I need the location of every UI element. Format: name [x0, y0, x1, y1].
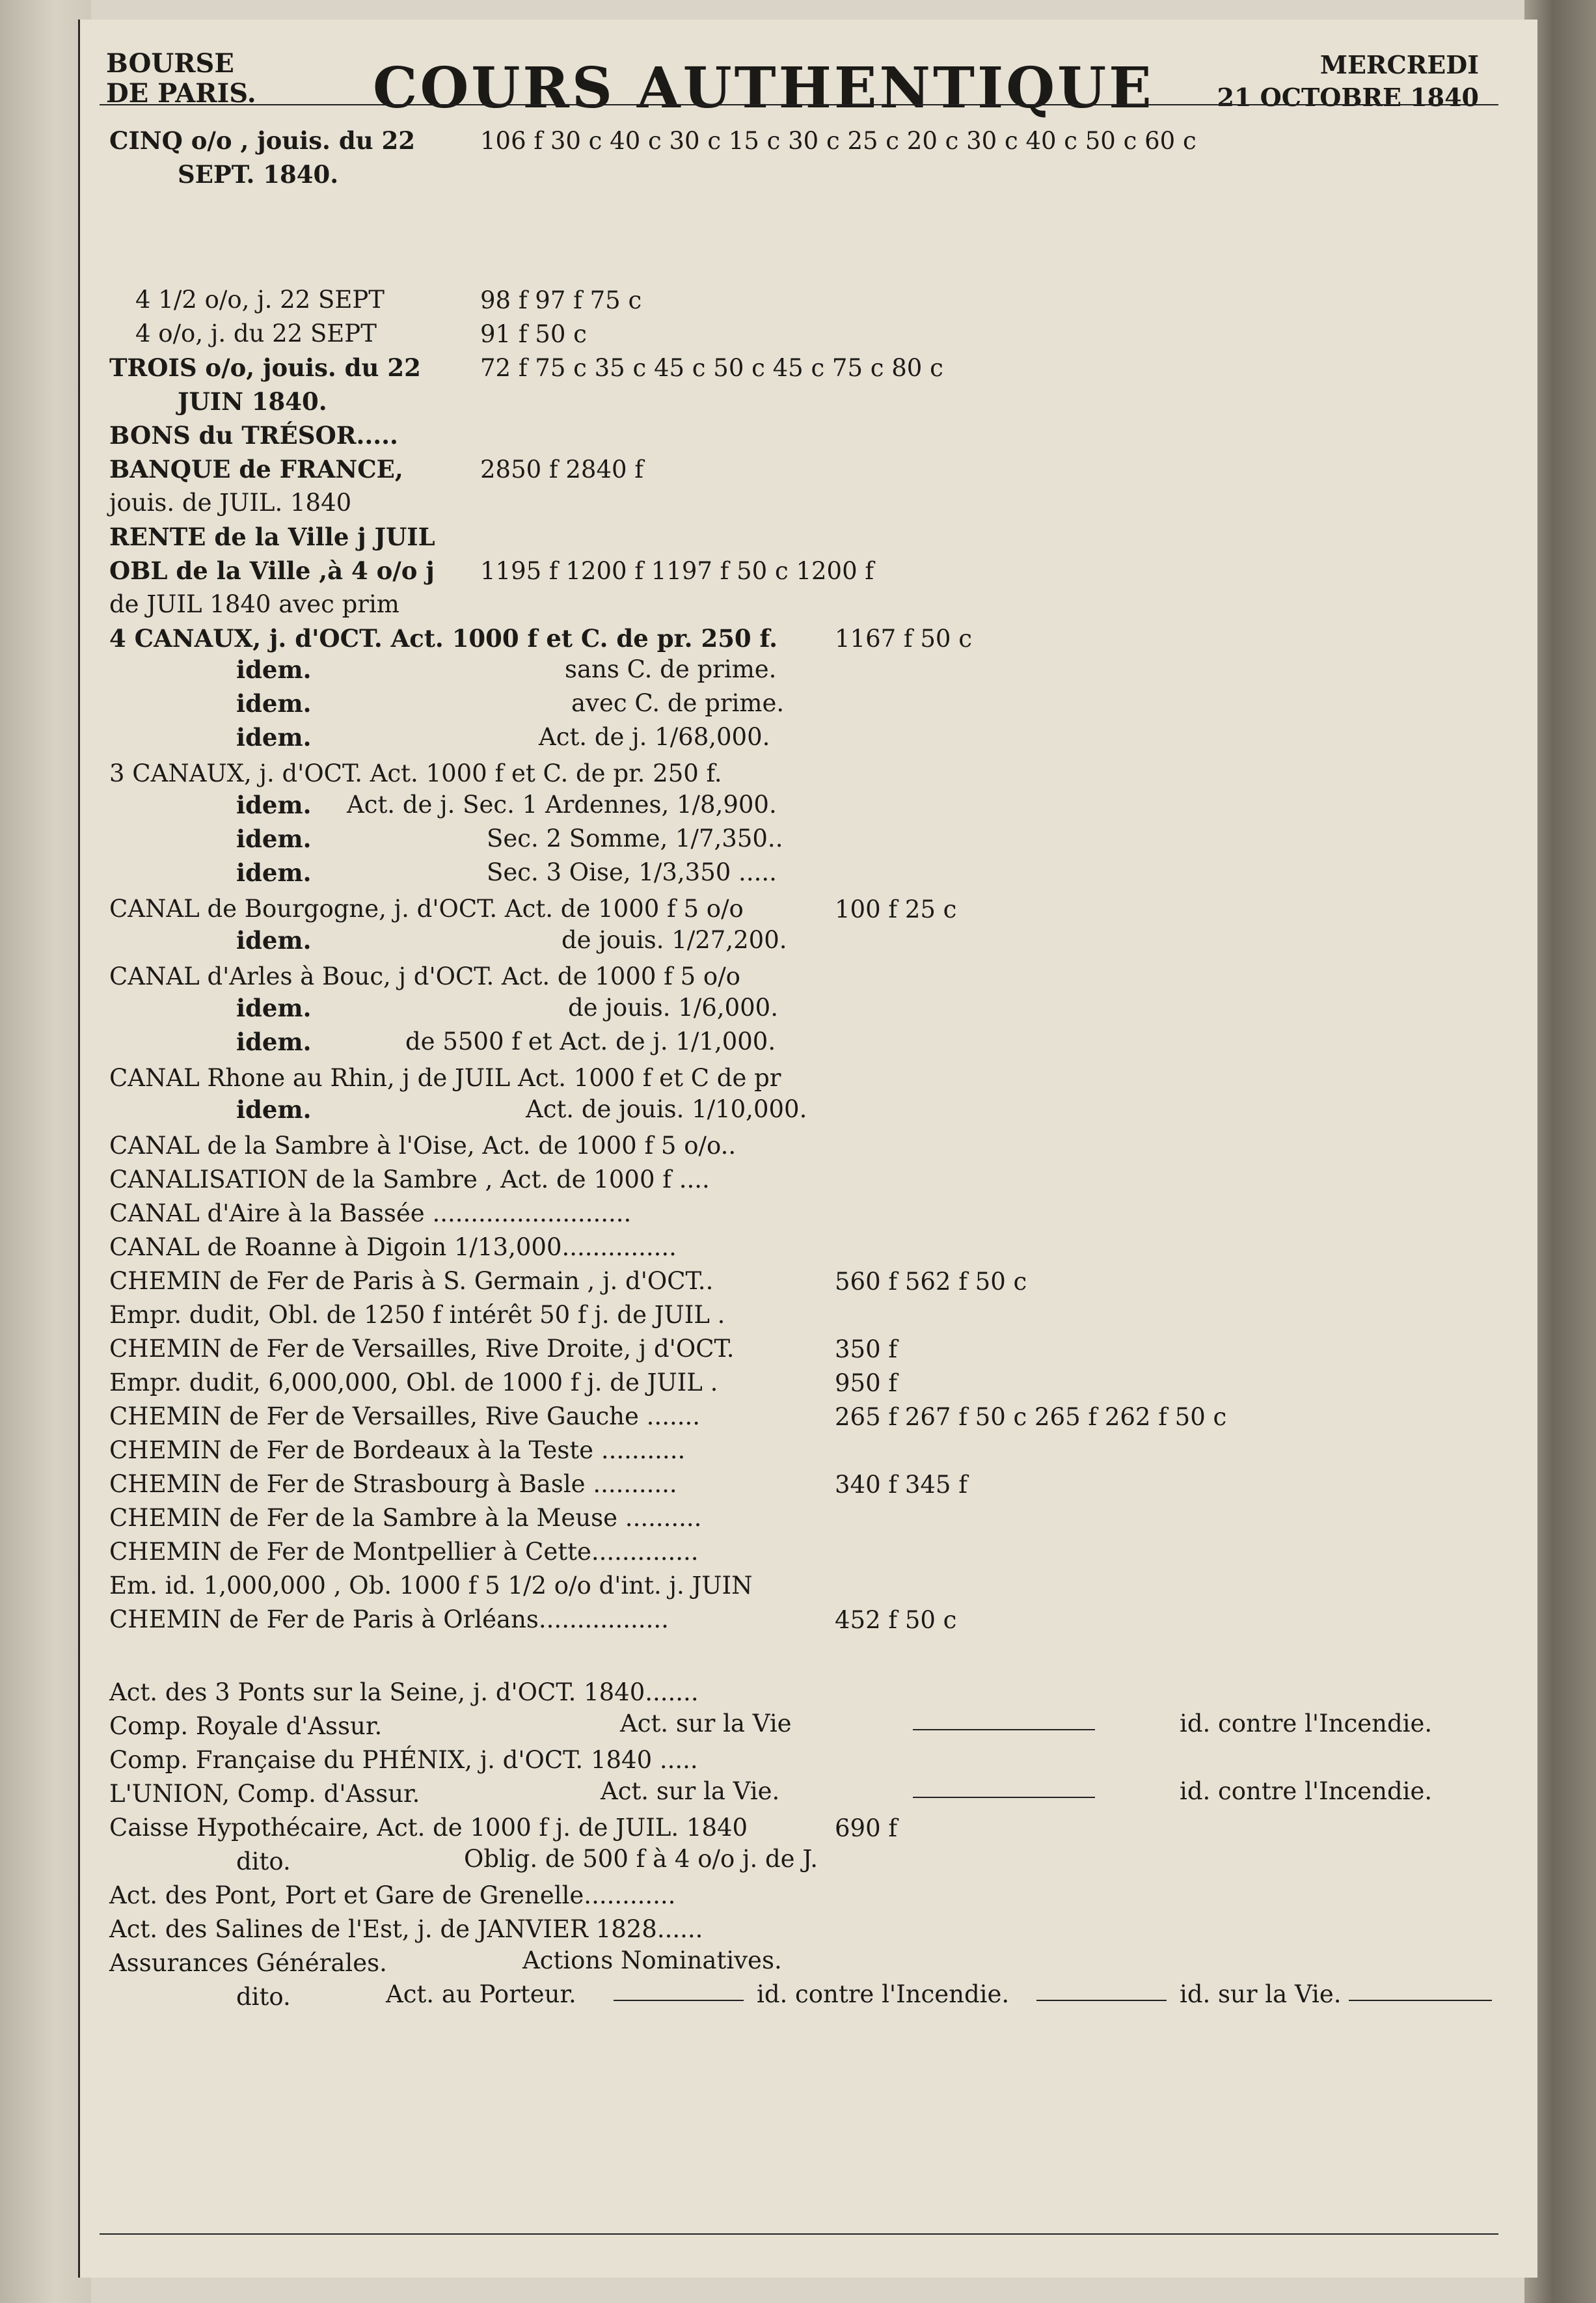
row-grenelle: Act. des Pont, Port et Gare de Grenelle............ — [109, 1881, 676, 1909]
row-chemin-versailles-rg: CHEMIN de Fer de Versailles, Rive Gauche ....... — [109, 1402, 700, 1430]
row-4-1-2: 4 1/2 o/o, j. 22 SEPT — [135, 286, 385, 314]
row-emprunt-2: Empr. dudit, 6,000,000, Obl. de 1000 f j. de JUIL . — [109, 1369, 718, 1397]
row-comp-royale: Comp. Royale d'Assur. — [109, 1712, 383, 1740]
row-canal-bourgogne-values: 100 f 25 c — [835, 895, 957, 923]
row-canal-roanne: CANAL de Roanne à Digoin 1/13,000............... — [109, 1233, 677, 1261]
row-ponts: Act. des 3 Ponts sur la Seine, j. d'OCT. 1840....... — [109, 1678, 699, 1706]
row-3-canaux-idem1: Act. de j. Sec. 1 Ardennes, 1/8,900. — [347, 791, 777, 819]
row-dito-1: dito. — [236, 1847, 291, 1875]
idem-label: idem. — [236, 1028, 312, 1056]
row-bons: BONS du TRÉSOR..... — [109, 421, 398, 450]
row-caisse: Caisse Hypothécaire, Act. de 1000 f j. de JUIL. 1840 — [109, 1814, 748, 1842]
row-4-1-2-values: 98 f 97 f 75 c — [480, 286, 642, 314]
blank-rule — [913, 1797, 1095, 1798]
blank-rule — [913, 1729, 1095, 1730]
row-canal-bourgogne-idem: de jouis. 1/27,200. — [561, 926, 787, 954]
row-3-canaux-idem2: Sec. 2 Somme, 1/7,350.. — [487, 824, 783, 852]
row-dito-1-right: Oblig. de 500 f à 4 o/o j. de J. — [464, 1845, 818, 1873]
row-cinq-a: CINQ o/o , jouis. du 22 — [109, 126, 415, 155]
idem-label: idem. — [236, 655, 312, 684]
masthead-date-text: 21 OCTOBRE 1840 — [1217, 83, 1479, 112]
row-union-right: id. contre l'Incendie. — [1180, 1777, 1433, 1805]
row-chemin-sambre-meuse: CHEMIN de Fer de la Sambre à la Meuse .......... — [109, 1504, 702, 1532]
row-cinq-values: 106 f 30 c 40 c 30 c 15 c 30 c 25 c 20 c 30 c 40 c 50 c 60 c — [480, 127, 1197, 155]
idem-label: idem. — [236, 723, 312, 752]
row-chemin-st-germain: CHEMIN de Fer de Paris à S. Germain , j. d'OCT.. — [109, 1267, 714, 1295]
row-comp-royale-right: id. contre l'Incendie. — [1180, 1710, 1433, 1737]
row-chemin-versailles-rd-values: 350 f — [835, 1335, 898, 1363]
row-phenix: Comp. Française du PHÉNIX, j. d'OCT. 1840 ..... — [109, 1746, 698, 1774]
row-banque-values: 2850 f 2840 f — [480, 456, 643, 484]
row-canal-bourgogne: CANAL de Bourgogne, j. d'OCT. Act. de 1000 f 5 o/o — [109, 895, 744, 923]
row-dito-2-b: id. contre l'Incendie. — [757, 1980, 1010, 2008]
row-chemin-versailles-rg-values: 265 f 267 f 50 c 265 f 262 f 50 c — [835, 1403, 1227, 1431]
page-title: COURS AUTHENTIQUE — [373, 55, 1154, 121]
row-union: L'UNION, Comp. d'Assur. — [109, 1780, 420, 1808]
row-canal-aire: CANAL d'Aire à la Bassée .......................... — [109, 1199, 632, 1227]
row-rente: RENTE de la Ville j JUIL — [109, 523, 435, 551]
idem-label: idem. — [236, 858, 312, 887]
masthead-bourse — [106, 49, 256, 109]
row-dito-2-a: Act. au Porteur. — [386, 1980, 576, 2008]
blank-rule — [1349, 2000, 1492, 2001]
row-4-canaux-idem1: sans C. de prime. — [565, 655, 777, 683]
row-cinq-b: SEPT. 1840. — [178, 160, 339, 189]
row-canal-sambre: CANAL de la Sambre à l'Oise, Act. de 1000 f 5 o/o.. — [109, 1132, 737, 1160]
row-obl-values: 1195 f 1200 f 1197 f 50 c 1200 f — [480, 557, 874, 585]
idem-label: idem. — [236, 926, 312, 955]
blank-rule — [614, 2000, 744, 2001]
row-caisse-values: 690 f — [835, 1814, 898, 1842]
idem-label: idem. — [236, 824, 312, 853]
row-4: 4 o/o, j. du 22 SEPT — [135, 320, 377, 347]
row-obl-b: de JUIL 1840 avec prim — [109, 590, 399, 618]
masthead-bourse-line2: DE PARIS. — [106, 78, 256, 109]
row-canal-arles-idem2: de 5500 f et Act. de j. 1/1,000. — [405, 1028, 776, 1056]
masthead-day: MERCREDI — [1319, 50, 1479, 79]
row-chemin-st-germain-values: 560 f 562 f 50 c — [835, 1268, 1027, 1296]
row-chemin-strasbourg-values: 340 f 345 f — [835, 1471, 967, 1499]
row-trois-a: TROIS o/o, jouis. du 22 — [109, 353, 421, 382]
facing-page-edge — [0, 0, 91, 2303]
row-dito-2-c: id. sur la Vie. — [1180, 1980, 1342, 2008]
masthead-bourse-line1: BOURSE — [106, 48, 234, 79]
row-canal-rhone-idem: Act. de jouis. 1/10,000. — [526, 1095, 807, 1123]
row-chemin-bordeaux: CHEMIN de Fer de Bordeaux à la Teste ........... — [109, 1436, 686, 1464]
row-canal-arles-idem1: de jouis. 1/6,000. — [568, 994, 778, 1022]
row-chemin-versailles-rd: CHEMIN de Fer de Versailles, Rive Droite, j d'OCT. — [109, 1335, 735, 1363]
idem-label: idem. — [236, 1095, 312, 1124]
row-chemin-montpellier: CHEMIN de Fer de Montpellier à Cette.............. — [109, 1538, 699, 1566]
row-3-canaux: 3 CANAUX, j. d'OCT. Act. 1000 f et C. de pr. 250 f. — [109, 759, 722, 787]
blank-rule — [1036, 2000, 1167, 2001]
newspaper-page — [78, 20, 1537, 2278]
row-comp-royale-mid: Act. sur la Vie — [620, 1710, 792, 1737]
row-chemin-strasbourg: CHEMIN de Fer de Strasbourg à Basle ........... — [109, 1470, 677, 1498]
row-union-mid: Act. sur la Vie. — [601, 1777, 780, 1805]
row-4-canaux: 4 CANAUX, j. d'OCT. Act. 1000 f et C. de pr. 250 f. — [109, 624, 778, 653]
row-trois-b: JUIN 1840. — [178, 387, 327, 416]
row-trois-values: 72 f 75 c 35 c 45 c 50 c 45 c 75 c 80 c — [480, 354, 943, 382]
row-canal-rhone: CANAL Rhone au Rhin, j de JUIL Act. 1000 f et C de pr — [109, 1064, 781, 1092]
row-canal-arles: CANAL d'Arles à Bouc, j d'OCT. Act. de 1000 f 5 o/o — [109, 962, 740, 990]
row-banque-a: BANQUE de FRANCE, — [109, 455, 403, 484]
idem-label: idem. — [236, 689, 312, 718]
row-4-canaux-idem3: Act. de j. 1/68,000. — [539, 723, 770, 751]
row-emprunt-1: Empr. dudit, Obl. de 1250 f intérêt 50 f j. de JUIL . — [109, 1301, 725, 1329]
row-banque-b: jouis. de JUIL. 1840 — [109, 489, 352, 517]
row-chemin-orleans-values: 452 f 50 c — [835, 1606, 957, 1634]
row-emission: Em. id. 1,000,000 , Ob. 1000 f 5 1/2 o/o d'int. j. JUIN — [109, 1572, 753, 1600]
row-emprunt-2-values: 950 f — [835, 1369, 898, 1397]
row-3-canaux-idem3: Sec. 3 Oise, 1/3,350 ..... — [487, 858, 777, 886]
row-salines: Act. des Salines de l'Est, j. de JANVIER 1828...... — [109, 1915, 703, 1943]
row-dito-2: dito. — [236, 1983, 291, 2011]
idem-label: idem. — [236, 994, 312, 1022]
row-canalisation: CANALISATION de la Sambre , Act. de 1000 f .... — [109, 1165, 710, 1193]
row-4-canaux-idem2: avec C. de prime. — [571, 689, 785, 717]
row-obl-a: OBL de la Ville ,à 4 o/o j — [109, 556, 435, 585]
row-4-values: 91 f 50 c — [480, 320, 587, 348]
row-assurances: Assurances Générales. — [109, 1949, 387, 1977]
row-4-canaux-values: 1167 f 50 c — [835, 625, 972, 653]
idem-label: idem. — [236, 791, 312, 819]
row-chemin-orleans: CHEMIN de Fer de Paris à Orléans................. — [109, 1605, 669, 1633]
row-assurances-right: Actions Nominatives. — [522, 1946, 782, 1974]
